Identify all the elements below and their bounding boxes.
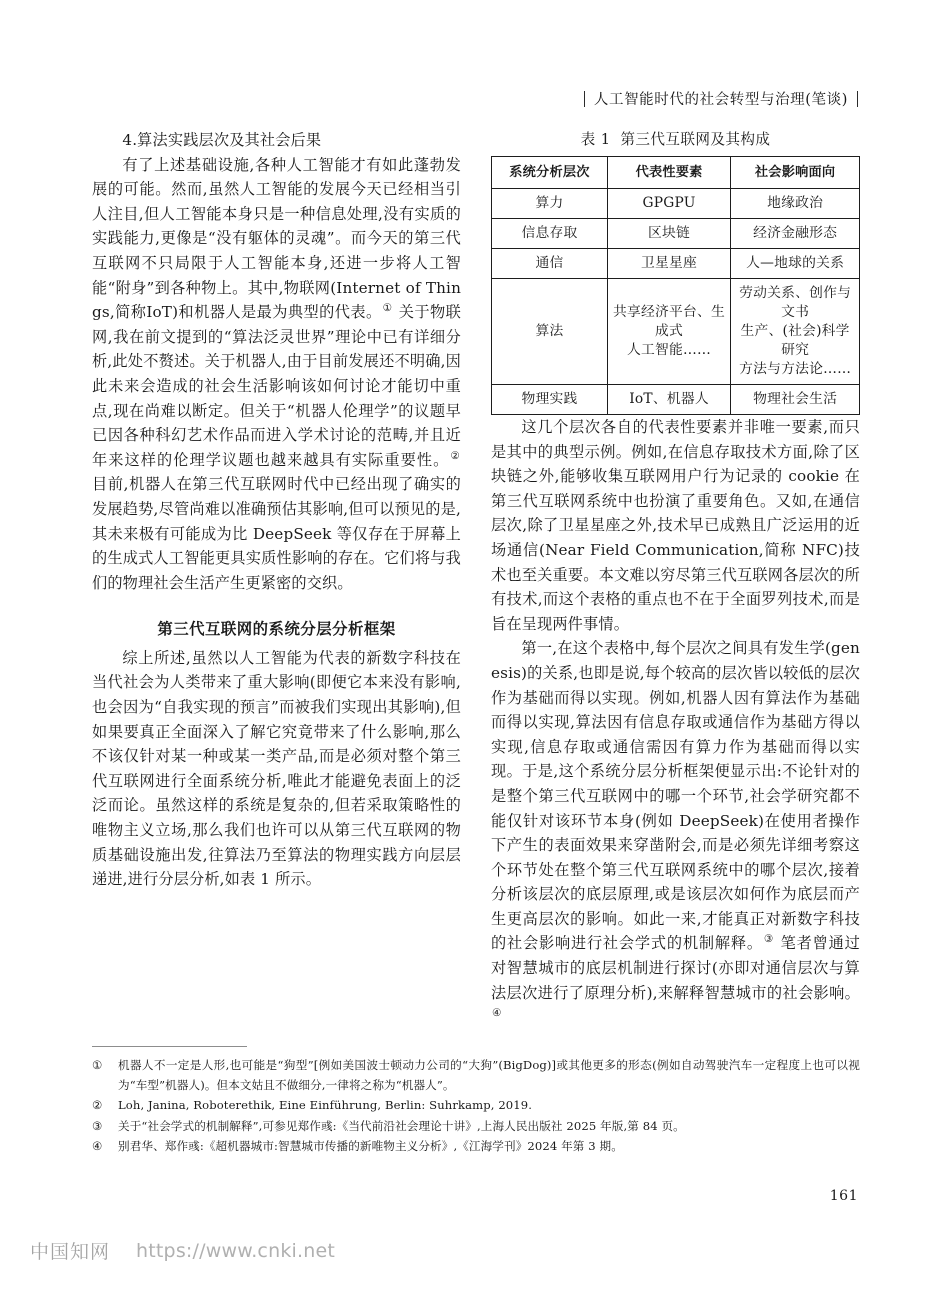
page-number: 161 xyxy=(829,1188,858,1204)
table-caption-number: 表 1 xyxy=(580,131,611,148)
footnote-marker: ② xyxy=(92,1098,103,1112)
right-paragraph-1: 这几个层次各自的代表性要素并非唯一要素,而只是其中的典型示例。例如,在信息存取技术方面,除了区块链之外,能够收集互联网用户行为记录的 cookie 在第三代互联网系统中也扮演了重要角色。又如,在通信层次,除了卫星星座之外,技术早已成熟且广泛运用的近场通信(Near Field Communication,简称 NFC)技术也至关重要。本文难以穷尽第三代互联网各层次的所有技术,而这个表格的重点也不在于全面罗列技术,而是旨在呈现两件事情。 xyxy=(491,418,860,633)
cnki-watermark xyxy=(30,1237,335,1264)
table-cell-impact: 地缘政治 xyxy=(731,189,860,219)
footnote-item xyxy=(92,1096,860,1116)
table-cell-layer: 通信 xyxy=(492,249,608,279)
table-header-cell-2: 社会影响面向 xyxy=(731,157,860,189)
table-header-cell-1: 代表性要素 xyxy=(607,157,730,189)
paragraph-1 xyxy=(92,153,461,596)
table-generation-three-internet xyxy=(491,156,860,415)
right-paragraph-2 xyxy=(491,636,860,1030)
table-cell-element: 共享经济平台、生成式 人工智能…… xyxy=(607,279,730,385)
table-row xyxy=(492,249,860,279)
paragraph-1-part-a: 有了上述基础设施,各种人工智能才有如此蓬勃发展的可能。然而,虽然人工智能的发展今天已经相当引人注目,但人工智能本身只是一种信息处理,没有实质的实践能力,更像是“没有躯体的灵魂”。而今天的第三代互联网不只局限于人工智能本身,还进一步将人工智能“附身”到各种物上。其中,物联网(Internet of Things,简称IoT)和机器人是最为典型的代表。 xyxy=(92,155,461,322)
table-caption-title: 第三代互联网及其构成 xyxy=(620,131,771,148)
footnote-ref-3[interactable]: ③ xyxy=(763,933,775,946)
footnote-text: 机器人不一定是人形,也可能是“狗型”[例如美国波士顿动力公司的“大狗”(BigDog)]或其他更多的形态(例如自动驾驶汽车一定程度上也可以视为“车型”机器人)。但本文姑且不做细分,一律将之称为“机器人”。 xyxy=(118,1058,860,1092)
footnote-item xyxy=(92,1117,860,1137)
footnote-ref-4[interactable]: ④ xyxy=(492,1007,502,1020)
cnki-url-text: https://www.cnki.net xyxy=(136,1239,336,1262)
table-row xyxy=(492,385,860,415)
footnote-marker: ④ xyxy=(92,1139,103,1153)
table-row xyxy=(492,219,860,249)
table-cell-layer: 信息存取 xyxy=(492,219,608,249)
section-heading: 第三代互联网的系统分层分析框架 xyxy=(157,620,396,639)
footnote-ref-1[interactable]: ① xyxy=(382,302,393,315)
footnotes-block xyxy=(92,1046,860,1158)
footnote-item xyxy=(92,1056,860,1095)
table-cell-element: IoT、机器人 xyxy=(607,385,730,415)
right-column xyxy=(491,128,860,1030)
left-column xyxy=(92,128,461,1030)
right-paragraph-2-part-a: 第一,在这个表格中,每个层次之间具有发生学(genesis)的关系,也即是说,每个较高的层次皆以较低的层次作为基础而得以实现。例如,机器人因有算法作为基础而得以实现,算法因有信息存取或通信作为基础方得以实现,信息存取或通信需因有算力作为基础而得以实现。于是,这个系统分层分析框架便显示出:不论针对的是整个第三代互联网中的哪一个环节,社会学研究都不能仅针对该环节本身(例如 DeepSeek)在使用者操作下产生的表面效果来穿凿附会,而是必须先详细考察这个环节处在整个第三代互联网系统中的哪个层次,接着分析该层次的底层原理,或是该层次如何作为底层而产生更高层次的影响。如此一来,才能真正对新数字科技的社会影响进行社会学式的机制解释。 xyxy=(491,639,860,953)
table-cell-impact: 劳动关系、创作与文书 生产、(社会)科学研究 方法与方法论…… xyxy=(731,279,860,385)
body-columns xyxy=(92,128,860,1030)
table-cell-impact: 人—地球的关系 xyxy=(731,249,860,279)
paragraph-1-part-b: 关于物联网,我在前文提到的“算法泛灵世界”理论中已有详细分析,此处不赘述。关于机器人,由于目前发展还不明确,因此未来会造成的社会生活影响该如何讨论才能切中重点,现在尚难以断定。但关于“机器人伦理学”的议题早已因各种科幻艺术作品而进入学术讨论的范畴,并且近年来这样的伦理学议题也越来越具有实际重要性。 xyxy=(92,303,461,469)
header-rule-right xyxy=(857,91,858,107)
footnote-marker: ① xyxy=(92,1058,103,1072)
footnote-text: Loh, Janina, Roboterethik, Eine Einführung, Berlin: Suhrkamp, 2019. xyxy=(118,1098,533,1112)
table-cell-element: 卫星星座 xyxy=(607,249,730,279)
footnote-text: 别君华、郑作彧:《超机器城市:智慧城市传播的新唯物主义分析》,《江海学刊》2024 年第 3 期。 xyxy=(118,1139,623,1153)
table-header-row xyxy=(492,157,860,189)
table-caption xyxy=(491,128,860,149)
paragraph-2: 综上所述,虽然以人工智能为代表的新数字科技在当代社会为人类带来了重大影响(即便它本来没有影响,也会因为“自我实现的预言”而被我们实现出其影响),但如果要真正全面深入了解它究竟带来了什么影响,那么不该仅针对某一种或某一类产品,而是必须对整个第三代互联网进行全面系统分析,唯此才能避免表面上的泛泛而论。虽然这样的系统是复杂的,但若采取策略性的唯物主义立场,那么我们也许可以从第三代互联网的物质基础设施出发,往算法乃至算法的物理实践方向层层递进,进行分层分析,如表 1 所示。 xyxy=(92,648,461,889)
table-cell-layer: 算法 xyxy=(492,279,608,385)
table-cell-layer: 算力 xyxy=(492,189,608,219)
table-cell-element: 区块链 xyxy=(607,219,730,249)
footnote-marker: ③ xyxy=(92,1118,103,1133)
table-cell-layer: 物理实践 xyxy=(492,385,608,415)
right-paragraph-2-part-b: 笔者曾通过对智慧城市的底层机制进行探讨(亦即对通信层次与算法层次进行了原理分析),来解释智慧城市的社会影响。 xyxy=(491,934,860,1002)
table-cell-impact: 物理社会生活 xyxy=(731,385,860,415)
paragraph-1-part-c: 目前,机器人在第三代互联网时代中已经出现了确实的发展趋势,尽管尚难以准确预估其影响,但可以预见的是,其未来极有可能成为比 DeepSeek 等仅存在于屏幕上的生成式人工智能更具实质性影响的存在。它们将与我们的物理社会生活产生更紧密的交织。 xyxy=(92,475,461,592)
table-cell-impact: 经济金融形态 xyxy=(731,219,860,249)
footnote-text: 关于“社会学式的机制解释”,可参见郑作彧:《当代前沿社会理论十讲》,上海人民出版社 2025 年版,第 84 页。 xyxy=(118,1118,685,1133)
table-header-cell-0: 系统分析层次 xyxy=(492,157,608,189)
header-rule-left xyxy=(584,91,585,107)
table-row xyxy=(492,189,860,219)
table-row xyxy=(492,279,860,385)
subsection-heading: 4.算法实践层次及其社会后果 xyxy=(122,131,322,149)
running-header-title: 人工智能时代的社会转型与治理(笔谈) xyxy=(593,92,848,108)
footnote-separator-rule xyxy=(92,1046,247,1047)
footnote-ref-2[interactable]: ② xyxy=(450,449,460,462)
footnote-item xyxy=(92,1137,860,1157)
running-header xyxy=(584,88,858,109)
cnki-logo-text: 中国知网 xyxy=(30,1241,111,1263)
table-cell-element: GPGPU xyxy=(607,189,730,219)
